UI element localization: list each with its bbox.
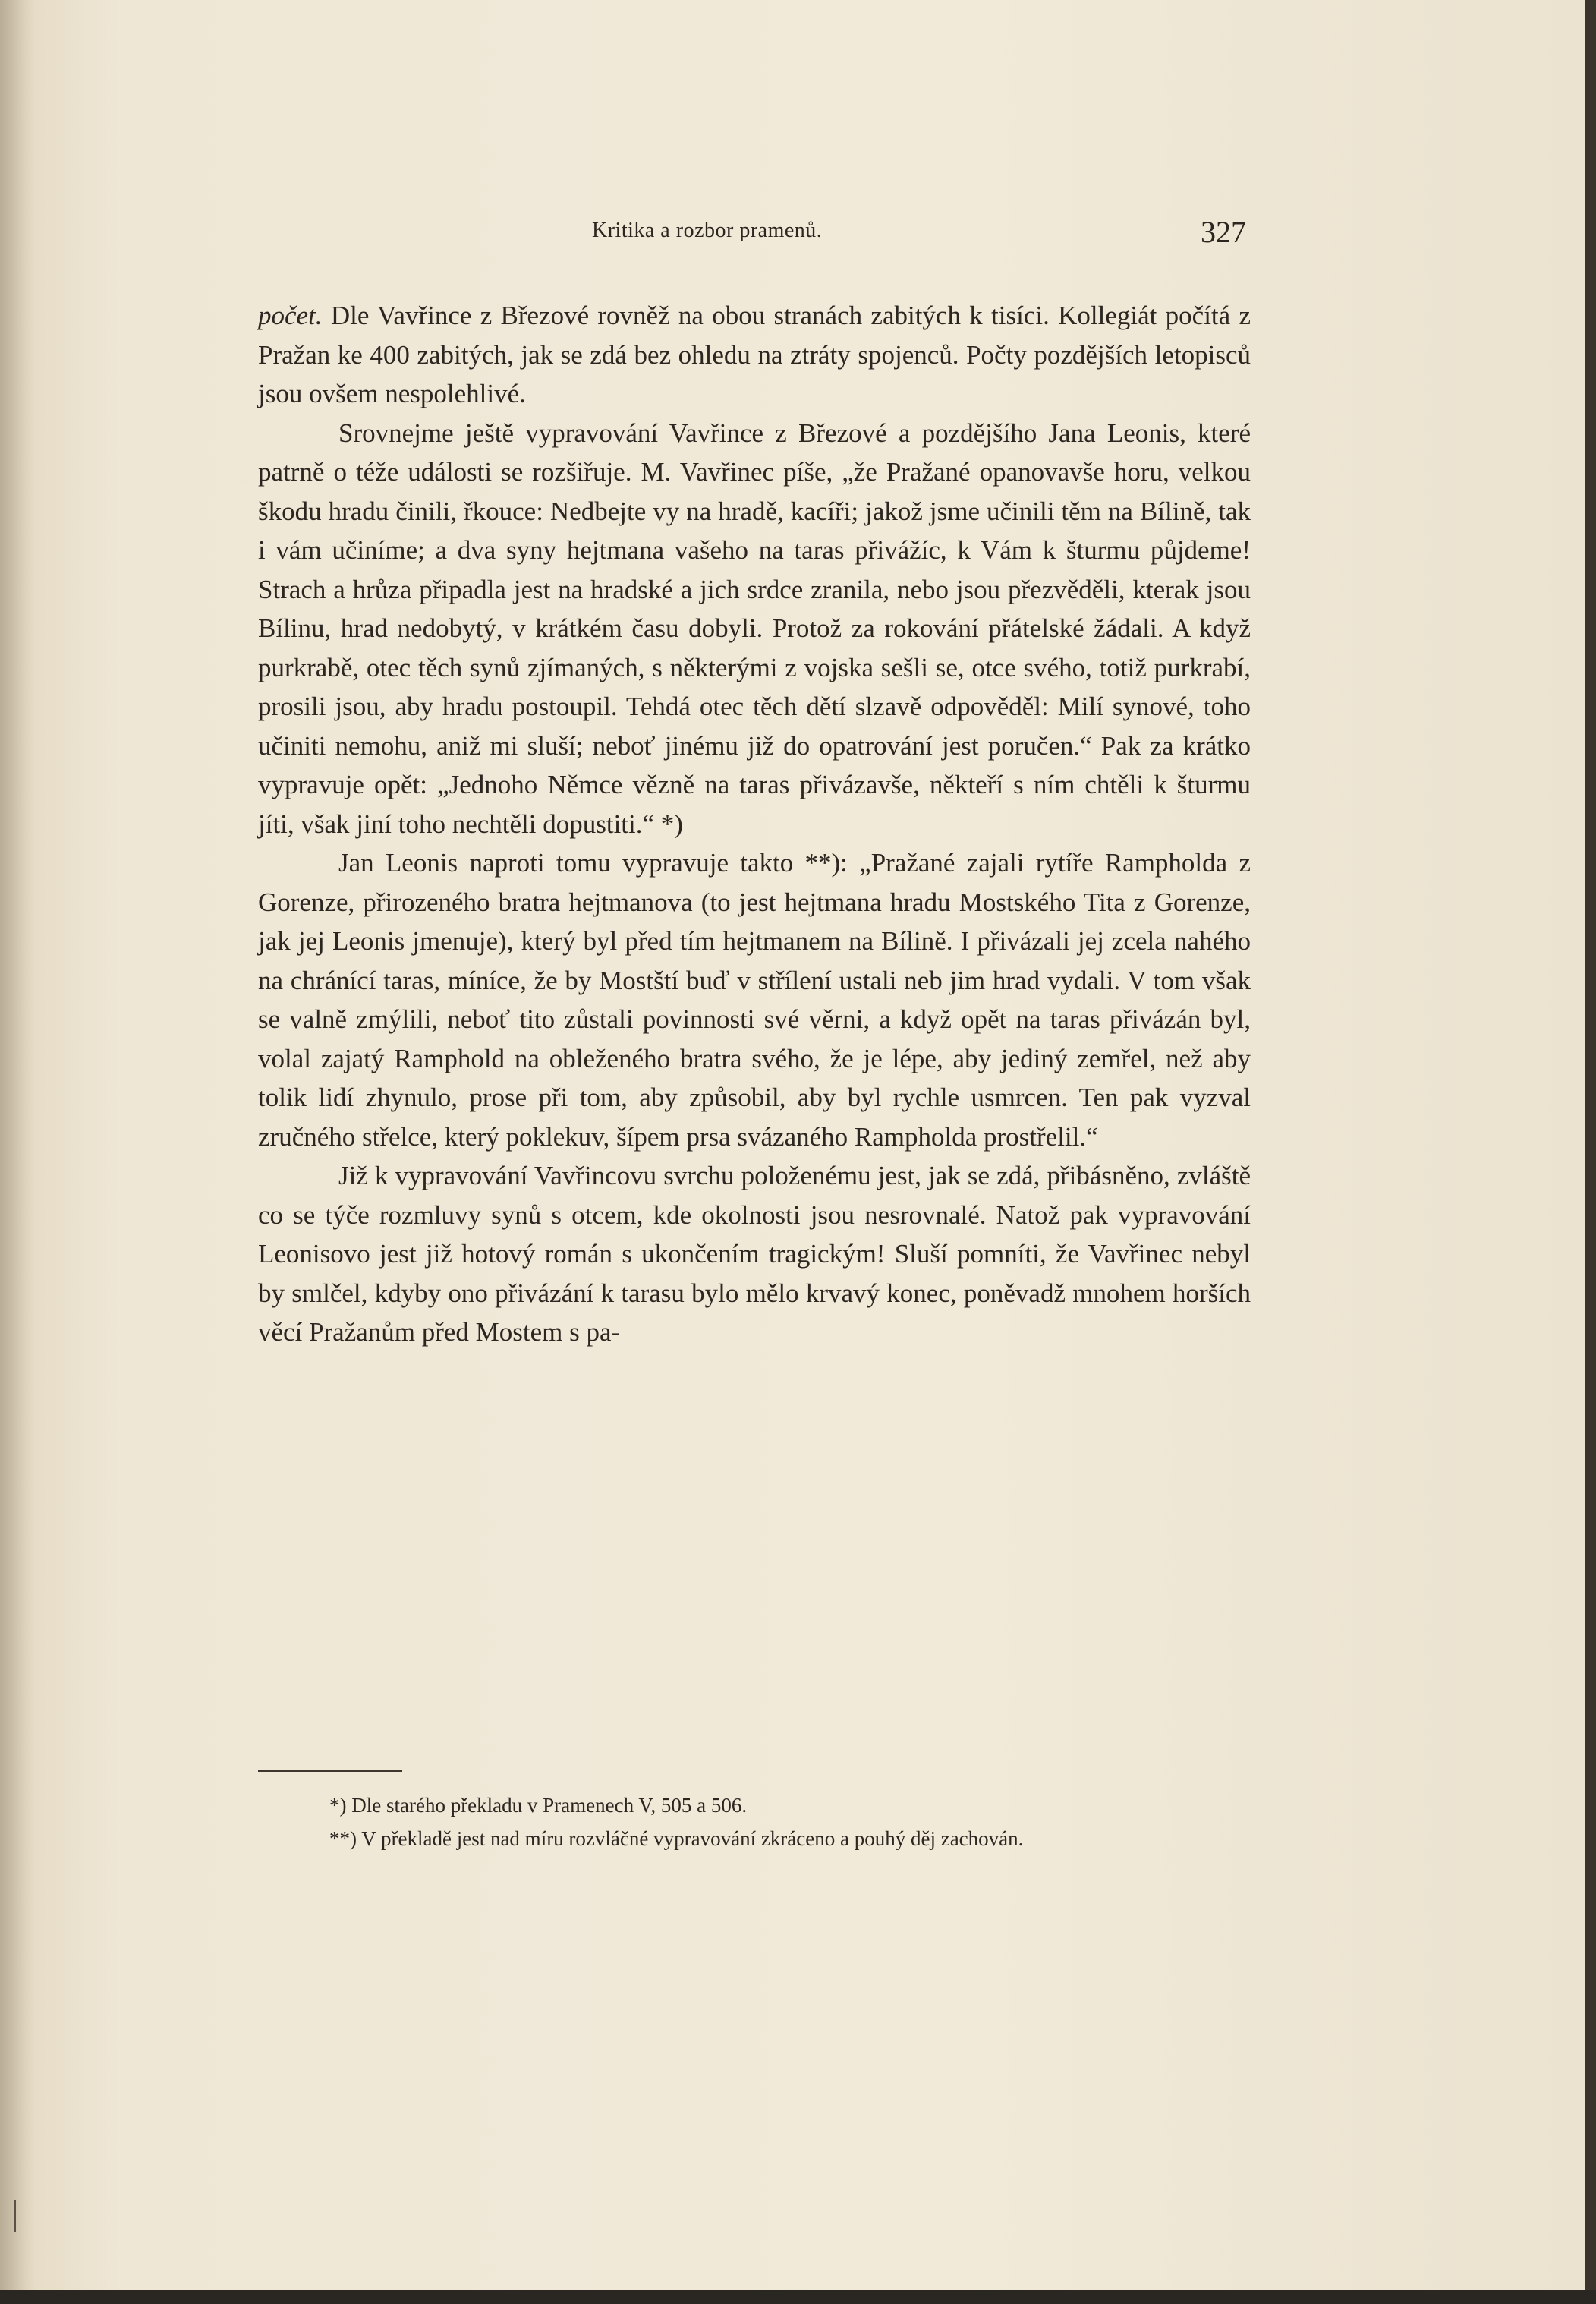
paragraph-2: Srovnejme ještě vypravování Vavřince z Březové a pozdějšího Jana Leonis, které patrně o téže události se rozšiřuje. M. Vavřinec píše, „že Pražané opanovavše horu, velkou škodu hradu činili, řkouce: Nedbejte vy na hradě, kacíři; jakož jsme učinili těm na Bílině, tak i vám učiníme; a dva syny hejtmana vašeho na taras přivážíc, k Vám k šturmu půjdeme! Strach a hrůza připadla jest na hradské a jich srdce zranila, nebo jsou přezvěděli, kterak jsou Bílinu, hrad nedobytý, v krátkém času dobyli. Protož za rokování přátelské žádali. A když purkrabě, otec těch synů zjímaných, s některými z vojska sešli se, otce svého, totiž purkrabí, prosili jsou, aby hradu postoupil. Tehdá otec těch dětí slzavě odpověděl: Milí synové, toho učiniti nemohu, aniž mi sluší; neboť jinému již do opatrování jest poručen.“ Pak za krátko vypravuje opět: „Jednoho Němce vězně na taras přivázavše, někteří s ním chtěli k šturmu jíti, však jiní toho nechtěli dopustiti.“ *) xyxy=(258,418,1251,839)
running-title: Kritika a rozbor pramenů. xyxy=(592,219,823,242)
page-edge-bottom xyxy=(0,2290,1596,2304)
paragraph-1-rest: Dle Vavřince z Březové rovněž na obou stranách zabitých k tisíci. Kollegiát počítá z Pražan ke 400 zabitých, jak se zdá bez ohledu na ztráty spojenců. Počty pozdějších letopisců jsou ovšem nespolehlivé. xyxy=(258,301,1251,408)
margin-mark xyxy=(14,2200,16,2232)
paragraph-1 xyxy=(258,296,1251,414)
spine-shadow xyxy=(0,0,35,2304)
body-text xyxy=(258,296,1251,1352)
page-number: 327 xyxy=(1201,215,1246,249)
paragraph-1-lead: počet. xyxy=(258,301,323,330)
footnote-2: **) V překladě jest nad míru rozvláčné vypravování zkráceno a pouhý děj zachován. xyxy=(329,1827,1024,1850)
footnote-1: *) Dle starého překladu v Pramenech V, 505 a 506. xyxy=(329,1794,748,1817)
paragraph-3: Jan Leonis naproti tomu vypravuje takto **): „Pražané zajali rytíře Rampholda z Gorenze, přirozeného bratra hejtmanova (to jest hejtmana hradu Mostského Tita z Gorenze, jak jej Leonis jmenuje), který byl před tím hejtmanem na Bílině. I přivázali jej zcela nahého na chránící taras, míníce, že by Mostští buď v střílení ustali neb jim hrad vydali. V tom však se valně zmýlili, neboť tito zůstali povinnosti své věrni, a když opět na taras přivázán byl, volal zajatý Ramphold na obleženého bratra svého, že je lépe, aby jediný zemřel, než aby tolik lidí zhynulo, prose při tom, aby způsobil, aby byl rychle usmrcen. Ten pak vyzval zručného střelce, který poklekuv, šípem prsa svázaného Rampholda prostřelil.“ xyxy=(258,848,1251,1152)
footnote-rule xyxy=(258,1770,402,1772)
running-header xyxy=(258,214,1251,252)
page-edge-right xyxy=(1585,0,1596,2304)
paragraph-4: Již k vypravování Vavřincovu svrchu položenému jest, jak se zdá, přibásněno, zvláště co se týče rozmluvy synů s otcem, kde okolnosti jsou nesrovnalé. Natož pak vypravování Leonisovo jest již hotový román s ukončením tragickým! Sluší pomníti, že Vavřinec nebyl by smlčel, kdyby ono přivázání k tarasu bylo mělo krvavý konec, poněvadž mnohem horších věcí Pražanům před Mostem s pa- xyxy=(258,1161,1251,1347)
footnotes xyxy=(258,1789,1251,1855)
